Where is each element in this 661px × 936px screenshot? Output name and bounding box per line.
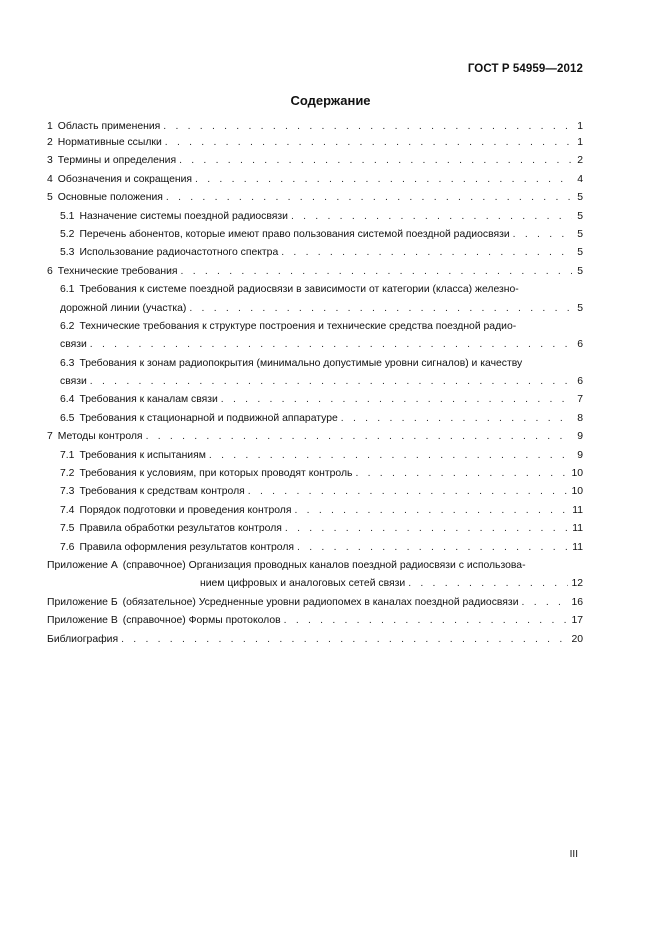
toc-entry-label: Порядок подготовки и проведения контроля bbox=[79, 504, 292, 516]
toc-entry-number: 7.1 bbox=[60, 449, 75, 461]
toc-entry[interactable] bbox=[47, 226, 583, 244]
dot-leader bbox=[513, 226, 572, 244]
toc-entry[interactable] bbox=[47, 520, 583, 538]
toc-entry-label: Назначение системы поездной радиосвязи bbox=[79, 210, 288, 222]
toc-entry[interactable] bbox=[47, 318, 583, 336]
toc-entry-page: 5 bbox=[577, 247, 583, 259]
toc-entry-page: 9 bbox=[577, 431, 583, 443]
toc-bibliography-entry[interactable] bbox=[47, 631, 583, 649]
toc-entry-label: Правила обработки результатов контроля bbox=[79, 523, 282, 535]
toc-entry-page: 11 bbox=[572, 541, 583, 553]
toc-entry-page: 5 bbox=[577, 192, 583, 204]
toc-entry-page: 10 bbox=[571, 468, 583, 480]
toc-entry-number: 6.5 bbox=[60, 412, 75, 424]
toc-entry-continuation[interactable] bbox=[47, 373, 583, 391]
toc-entry-number: 7.3 bbox=[60, 486, 75, 498]
dot-leader bbox=[281, 244, 572, 262]
toc-entry[interactable] bbox=[47, 502, 583, 520]
toc-appendix-entry[interactable] bbox=[47, 594, 583, 612]
toc-entry-number: 7.2 bbox=[60, 468, 75, 480]
toc-entry-number: 2 bbox=[47, 137, 53, 148]
toc-entry-page: 10 bbox=[571, 486, 583, 498]
toc-entry-label: Обозначения и сокращения bbox=[57, 173, 193, 185]
toc-entry-label: Технические требования bbox=[57, 265, 178, 277]
toc-entry-page: 1 bbox=[577, 121, 583, 132]
dot-leader bbox=[285, 520, 569, 538]
toc-entry-label: Требования к зонам радиопокрытия (минимально допустимые уровни сигналов) и качеству bbox=[79, 357, 523, 369]
table-of-contents bbox=[47, 120, 583, 649]
toc-entry-number: 7.6 bbox=[60, 541, 75, 553]
toc-entry-continuation[interactable] bbox=[47, 300, 583, 318]
toc-entry[interactable] bbox=[47, 189, 583, 207]
toc-entry-page: 12 bbox=[571, 578, 583, 590]
toc-entry-label: Нормативные ссылки bbox=[57, 137, 162, 148]
toc-entry-page: 7 bbox=[577, 394, 583, 406]
toc-entry-label: (справочное) Организация проводных каналов поездной радиосвязи с использова- bbox=[122, 559, 526, 571]
toc-entry[interactable] bbox=[47, 428, 583, 446]
toc-entry-number: Приложение Б bbox=[47, 596, 118, 608]
toc-entry-page: 8 bbox=[577, 412, 583, 424]
page-number: III bbox=[569, 849, 578, 860]
toc-entry-label: Использование радиочастотного спектра bbox=[79, 247, 279, 259]
toc-entry-page: 1 bbox=[577, 137, 583, 148]
toc-entry-page: 6 bbox=[577, 339, 583, 351]
dot-leader bbox=[90, 373, 572, 391]
toc-entry-label: Технические требования к структуре построения и технические средства поездной радио- bbox=[79, 320, 517, 332]
toc-entry-label: связи bbox=[60, 339, 87, 351]
toc-entry-number: 7 bbox=[47, 431, 53, 443]
toc-entry-label: Методы контроля bbox=[57, 431, 143, 443]
dot-leader bbox=[522, 594, 569, 612]
dot-leader bbox=[408, 575, 568, 593]
toc-entry[interactable] bbox=[47, 171, 583, 189]
toc-entry[interactable] bbox=[47, 465, 583, 483]
toc-entry-label: Требования к испытаниям bbox=[79, 449, 206, 461]
toc-entry-number: 5.2 bbox=[60, 228, 75, 240]
toc-entry-label: Перечень абонентов, которые имеют право пользования системой поездной радиосвязи bbox=[79, 228, 510, 240]
toc-entry-number: 6.2 bbox=[60, 320, 75, 332]
toc-entry[interactable] bbox=[47, 281, 583, 299]
toc-entry-page: 5 bbox=[577, 228, 583, 240]
toc-entry-page: 11 bbox=[572, 504, 583, 516]
toc-entry-number: 6 bbox=[47, 265, 53, 277]
toc-entry-page: 5 bbox=[577, 210, 583, 222]
toc-entry[interactable] bbox=[47, 263, 583, 281]
dot-leader bbox=[341, 410, 572, 428]
dot-leader bbox=[297, 539, 569, 557]
dot-leader bbox=[163, 120, 572, 134]
dot-leader bbox=[90, 336, 572, 354]
dot-leader bbox=[248, 483, 569, 501]
dot-leader bbox=[221, 391, 572, 409]
toc-entry[interactable] bbox=[47, 120, 583, 134]
toc-entry-number: 7.5 bbox=[60, 523, 75, 535]
toc-entry-number: 3 bbox=[47, 155, 53, 167]
toc-entry-page: 11 bbox=[572, 523, 583, 535]
toc-entry-number: Приложение В bbox=[47, 615, 118, 627]
toc-appendix-entry[interactable] bbox=[47, 612, 583, 630]
toc-entry-number: 5.3 bbox=[60, 247, 75, 259]
toc-entry-label: Правила оформления результатов контроля bbox=[79, 541, 295, 553]
toc-entry-number: 4 bbox=[47, 173, 53, 185]
dot-leader bbox=[284, 612, 569, 630]
dot-leader bbox=[146, 428, 572, 446]
toc-entry-number: Приложение А bbox=[47, 559, 118, 571]
toc-entry[interactable] bbox=[47, 391, 583, 409]
toc-entry-page: 9 bbox=[577, 449, 583, 461]
toc-entry[interactable] bbox=[47, 244, 583, 262]
toc-entry-number: 7.4 bbox=[60, 504, 75, 516]
dot-leader bbox=[294, 502, 569, 520]
toc-entry-label: (справочное) Формы протоколов bbox=[122, 615, 281, 627]
toc-entry-label: Библиография bbox=[47, 633, 119, 645]
toc-entry-number: 5 bbox=[47, 192, 53, 204]
toc-entry[interactable] bbox=[47, 208, 583, 226]
dot-leader bbox=[189, 300, 572, 318]
toc-entry-number: 6.4 bbox=[60, 394, 75, 406]
toc-entry-page: 20 bbox=[571, 633, 583, 645]
toc-entry[interactable] bbox=[47, 447, 583, 465]
toc-entry-label: Требования к каналам связи bbox=[79, 394, 218, 406]
toc-entry[interactable] bbox=[47, 410, 583, 428]
toc-entry-label: Основные положения bbox=[57, 192, 163, 204]
dot-leader bbox=[165, 134, 572, 152]
toc-entry-label: Требования к системе поездной радиосвязи в зависимости от категории (класса) железно- bbox=[79, 284, 519, 296]
toc-entry-label: Требования к условиям, при которых проводят контроль bbox=[79, 468, 353, 480]
toc-entry-label: Требования к средствам контроля bbox=[79, 486, 245, 498]
toc-entry-label: нием цифровых и аналоговых сетей связи bbox=[200, 578, 406, 590]
dot-leader bbox=[181, 263, 572, 281]
toc-entry-page: 2 bbox=[577, 155, 583, 167]
toc-entry-page: 6 bbox=[577, 376, 583, 388]
toc-entry-page: 5 bbox=[577, 302, 583, 314]
toc-entry-label: дорожной линии (участка) bbox=[60, 302, 187, 314]
toc-entry-number: 5.1 bbox=[60, 210, 75, 222]
dot-leader bbox=[291, 208, 572, 226]
dot-leader bbox=[121, 631, 568, 649]
toc-entry[interactable] bbox=[47, 134, 583, 152]
dot-leader bbox=[209, 447, 572, 465]
toc-entry[interactable] bbox=[47, 539, 583, 557]
toc-entry-continuation[interactable] bbox=[47, 336, 583, 354]
dot-leader bbox=[355, 465, 568, 483]
toc-entry-continuation[interactable] bbox=[47, 575, 583, 593]
toc-entry-page: 17 bbox=[571, 615, 583, 627]
dot-leader bbox=[166, 189, 572, 207]
toc-entry-number: 1 bbox=[47, 121, 53, 132]
document-header: ГОСТ Р 54959—2012 bbox=[467, 63, 583, 75]
toc-entry-label: связи bbox=[60, 376, 87, 388]
toc-entry-page: 4 bbox=[577, 173, 583, 185]
toc-appendix-entry[interactable] bbox=[47, 557, 583, 575]
dot-leader bbox=[195, 171, 572, 189]
page-title: Содержание bbox=[290, 93, 371, 108]
dot-leader bbox=[179, 152, 572, 170]
toc-entry[interactable] bbox=[47, 152, 583, 170]
toc-entry-page: 16 bbox=[571, 596, 583, 608]
toc-entry-number: 6.3 bbox=[60, 357, 75, 369]
toc-entry-page: 5 bbox=[577, 265, 583, 277]
toc-entry-label: (обязательное) Усредненные уровни радиопомех в каналах поездной радиосвязи bbox=[122, 596, 519, 608]
toc-entry-label: Термины и определения bbox=[57, 155, 177, 167]
toc-entry-number: 6.1 bbox=[60, 284, 75, 296]
toc-entry-label: Требования к стационарной и подвижной аппаратуре bbox=[79, 412, 338, 424]
toc-entry[interactable] bbox=[47, 483, 583, 501]
toc-entry[interactable] bbox=[47, 355, 583, 373]
toc-entry-label: Область применения bbox=[57, 121, 161, 132]
